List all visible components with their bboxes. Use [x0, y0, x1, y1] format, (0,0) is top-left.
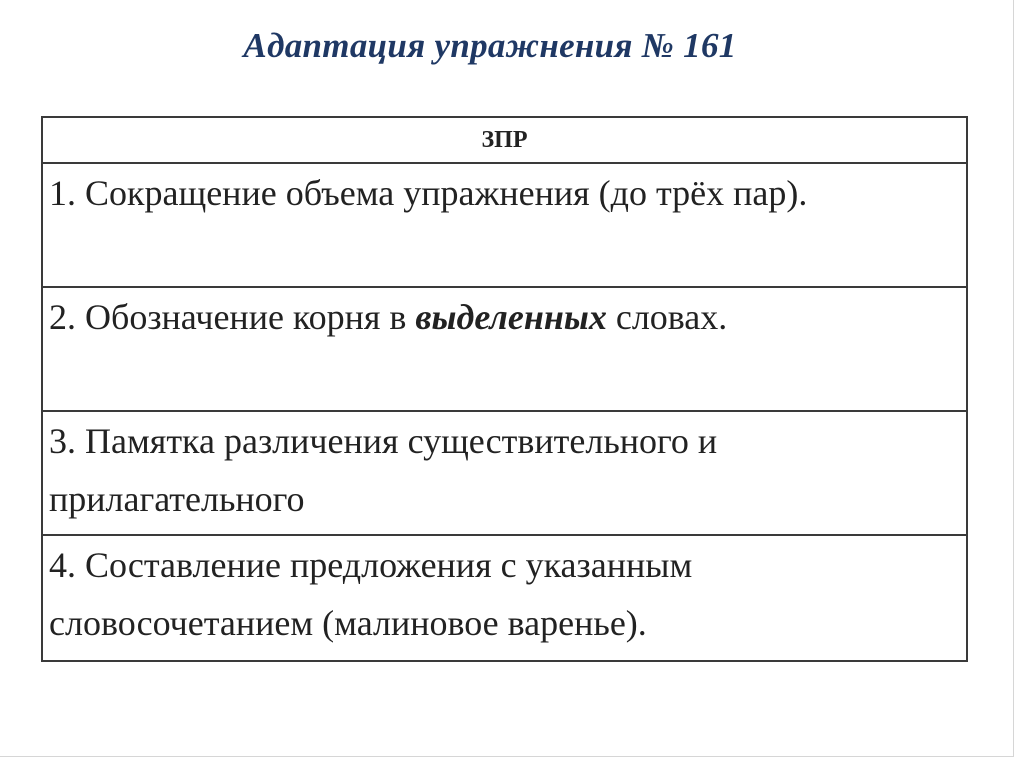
table-row: [42, 163, 967, 287]
table-row: [42, 535, 967, 661]
item-2-text-after: словах.: [606, 297, 728, 337]
table-row: [42, 287, 967, 411]
table-cell-item-2: [42, 287, 967, 411]
table-cell-item-1: 1. Сокращение объема упражнения (до трёх пар).: [42, 163, 967, 287]
table-cell-item-4: 4. Составление предложения с указанным словосочетанием (малиновое варенье).: [42, 535, 967, 661]
item-2-emphasized-word: выделенных: [415, 297, 607, 337]
item-2-text-before: 2. Обозначение корня в: [49, 297, 416, 337]
slide-title: Адаптация упражнения № 161: [243, 26, 737, 65]
adaptation-table: [41, 116, 968, 662]
table-header-zpr: ЗПР: [42, 117, 967, 163]
table-cell-item-3: 3. Памятка различения существительного и прилагательного: [42, 411, 967, 535]
table-header-row: [42, 117, 967, 163]
table-row: [42, 411, 967, 535]
